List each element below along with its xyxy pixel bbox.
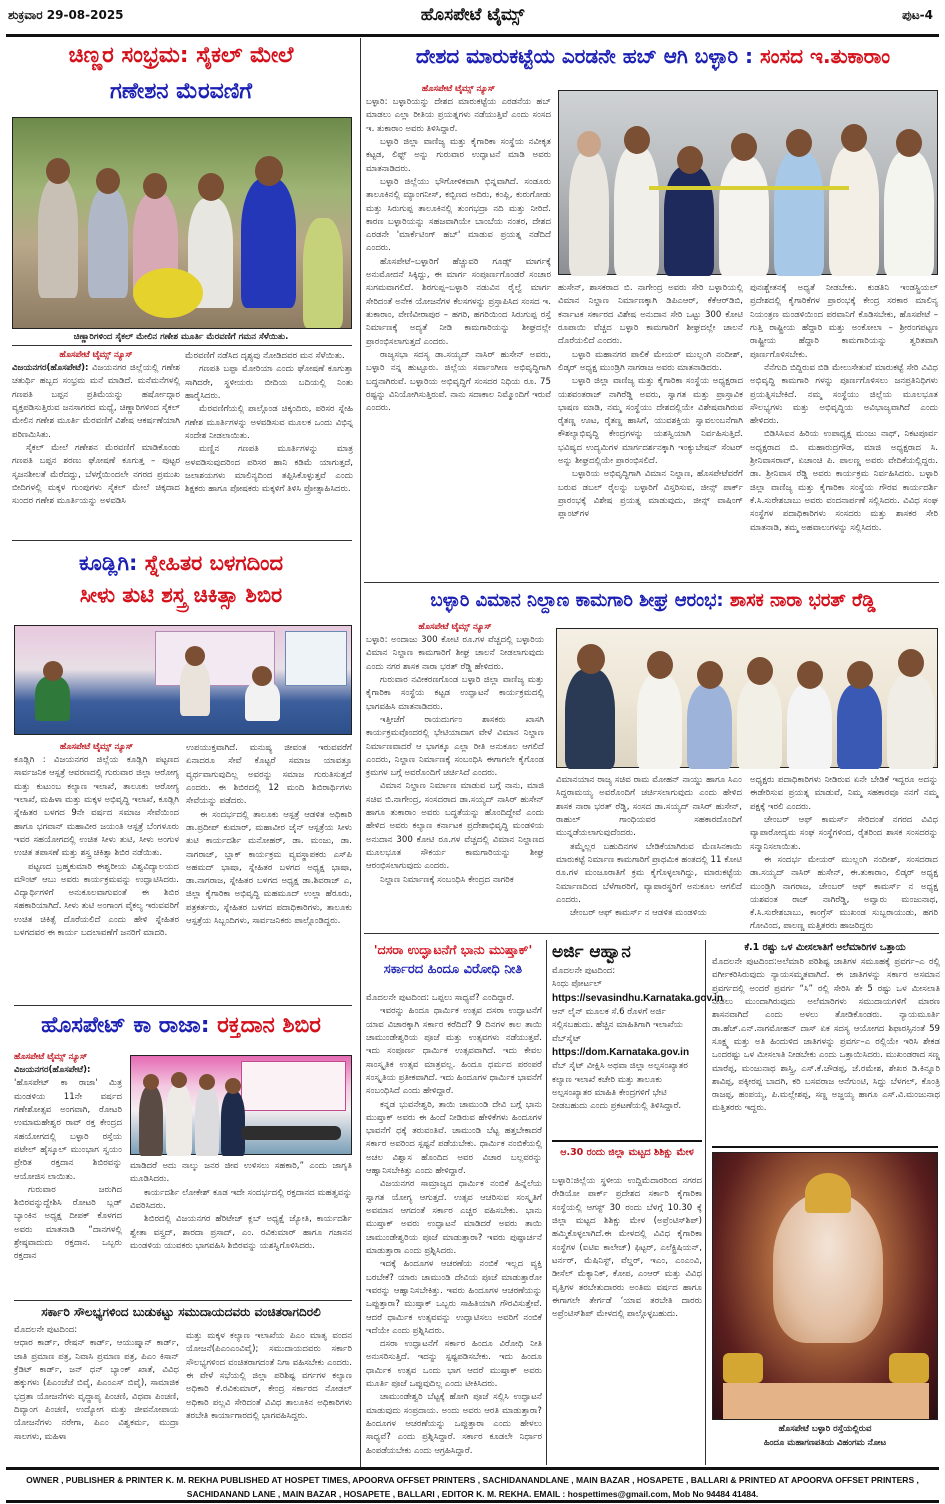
paragraph: ಚೇಂಬರ್ ಆಫ್ ಕಾಮರ್ಸ್ ನ ಆಡಳಿತ ಮಂಡಳಿಯ: [570, 908, 707, 919]
paragraph: ಕಾರ್ಯದರ್ಶಿ ಲೋಕೇಶ್ ಕೂಡ ಇದೇ ಸಂದರ್ಭದಲ್ಲಿ ರಕ್ತದಾನದ ಮಹತ್ವವನ್ನು ವಿವರಿಸಿದರು.: [130, 1187, 352, 1211]
paragraph: ನೆನೆಗುದಿ ಬಿದ್ದಿರುವ ಬಿಡಿ ಮೇಲುಸೇತುವೆ ಮಾರುಕಟ್ಟೆ ಸೇರಿ ವಿವಿಧ ಅಭಿವೃದ್ಧಿ ಕಾಮಗಾರಿ ಗಳನ್ನು ಪೂರ್ಣಗೊಳಿಸಲು ಜನಪ್ರತಿನಿಧಿಗಳು ಪ್ರಯತ್ನಿಸಬೇಕಿದೆ. ನಮ್ಮ ಸಂಸ್ಥೆಯು ಜಿಲ್ಲೆಯ ಮೂಲಭೂತ ಸೌಲಭ್ಯಗಳು ಮತ್ತು ಅಭಿವೃದ್ಧಿಯ ಅವಿಭಾಜ್ಯವಾಗಿದೆ ಎಂದು ಹೇಳಿದರು.: [750, 362, 938, 427]
article-body-col1: [14, 754, 179, 989]
paragraph: ಬಳ್ಳಾರಿ: ಬಳ್ಳಾರಿಯನ್ನು ದೇಶದ ಮಾರುಕಟ್ಟೆಯ ಎರಡನೆಯ ಹಬ್ ಮಾಡಲು ಎಲ್ಲಾ ರೀತಿಯ ಪ್ರಯತ್ನಗಳು ನಡೆಯುತ್ತಿವೆ ಎಂದು ಸಂಸದ ಇ. ತುಕಾರಾಂ ಅವರು ತಿಳಿಸಿದ್ದಾರೆ.: [366, 97, 551, 134]
banner: [241, 1061, 346, 1111]
article-body-col2: [130, 1160, 352, 1296]
headline: 'ದಸರಾ ಉದ್ಘಾಟನೆಗೆ ಭಾನು ಮುಷ್ತಾಕ್': [373, 942, 533, 957]
paragraph: ಗಣಪತಿ ಬಪ್ಪಾ ಮೋರಿಯಾ ಎಂದು ಘೋಷಣೆ ಕೂಗುತ್ತಾ ಸಾಗಿದರೇ, ಸ್ಥಳೀಯರು ಬೀದಿಯ ಬದಿಯಲ್ಲಿ ನಿಂತು ಹಾರೈಸಿದರು.: [185, 364, 353, 401]
paragraph: ಮಣ್ಣಿನ ಗಣಪತಿ ಮೂರ್ತಿಗಳನ್ನು ಮಾತ್ರ ಅಳವಡಿಸುವುದರಿಂದ ಪರಿಸರ ಹಾನಿ ಕಡಿಮೆ ಯಾಗುತ್ತದೆ, ಜಲಾಶಯಗಳು ಮಾಲಿನ್ಯದಿಂದ ತಪ್ಪಿಸಿಕೊಳ್ಳುತ್ತವೆ ಎಂದು ಶಿಕ್ಷಕರು ಹಾಗೂ ಪೋಷಕರು ಮಕ್ಕಳಿಗೆ ತಿಳಿಸಿ ಪ್ರೋತ್ಸಾಹಿಸಿದರು.: [185, 444, 353, 495]
column-divider: [360, 38, 361, 1468]
paragraph: ವಿಮಾನಯಾನ ರಾಜ್ಯ ಸಚಿವ ರಾಮ ಮೋಹನ್ ನಾಯ್ಡು ಹಾಗೂ ಸಿಎಂ ಸಿದ್ದರಾಮಯ್ಯ ಅವರೊಂದಿಗೆ ಚರ್ಚಿಸಲಾಗುವುದು ಎಂದು ಹೇಳಿದ ಶಾಸಕ ನಾರಾ ಭರತ್ ರೆಡ್ಡಿ, ಸಂಸದ ಡಾ.ಸಯ್ಯದ್ ನಾಸಿರ್ ಹುಸೇನ್, ರಾಹುಲ್ ಗಾಂಧಿಯವರ ಸಹಕಾರದೊಂದಿಗೆ ಮುನ್ನಡೆಯಲಾಗುವುದೆಂದರು.: [556, 775, 742, 839]
paragraph: ಮಾಡಿದರೆ ಅದು ನಾಲ್ಕು ಜನರ ಜೀವ ಉಳಿಸಲು ಸಹಕಾರಿ,” ಎಂದು ಜಾಗೃತಿ ಮೂಡಿಸಿದರು.: [130, 1161, 352, 1185]
paragraph: ಬಳ್ಳಾರಿಯ ಅಭಿವೃದ್ಧಿಗಾಗಿ ವಿಮಾನ ನಿಲ್ದಾಣ, ಹೊಸಪೇಟೆವರೆಗೆ ಬರುವ ಡಬಲ್ ರೈಲನ್ನು ಬಳ್ಳಾರಿಗೆ ವಿಸ್ತರಿಸುವ, ಜೀನ್ಸ್ ಪಾರ್ಕ್ ಪ್ರಾರಂಭಕ್ಕೆ ವಿಶೇಷ ಪ್ರಯತ್ನ ಮಾಡುವುದು, ಜೀನ್ಸ್ ವಾಷಿಂಗ್ ಪ್ಲಾಂಟ್‌ಗಳ: [558, 469, 743, 520]
notice-text: ಸಿಂಧು ಪೋರ್ಟಲ್: [552, 979, 602, 990]
dateline: ವಿಜಯನಗರ(ಹೊಸಪೇಟೆ):: [14, 1065, 91, 1075]
paragraph: ಚಾಮುಂಡೇಶ್ವರಿ ಬೆಟ್ಟಕ್ಕೆ ಹೋಗಿ ಪೂಜೆ ಸಲ್ಲಿಸಿ ಉದ್ಘಾಟನೆ ಮಾಡುವುದು ಸಂಪ್ರದಾಯ. ಅಂದು ಅವರು ಆರತಿ ಮಾಡುತ್ತಾರಾ? ಹಿಂದೂಗಳ ಆಚರಣೆಯನ್ನು ಒಪ್ಪುತ್ತಾರಾ ಎಂದು ಹೇಳಲು ಸಾಧ್ಯವೆ? ಎಂದು ಪ್ರಶ್ನಿಸಿದ್ದಾರೆ. ಸರ್ಕಾರ ಕೂಡಲೇ ನಿರ್ಧಾರ ಹಿಂಪಡೆಯಬೇಕು ಎಂದು ಆಗ್ರಹಿಸಿದ್ದಾರೆ.: [366, 1392, 542, 1456]
paragraph: ದಸರಾ ಉದ್ಘಾಟನೆಗೆ ಸರ್ಕಾರ ಹಿಂದೂ ವಿರೋಧಿ ನೀತಿ ಅನುಸರಿಸುತ್ತಿದೆ. ಇದನ್ನು ಸ್ಪಷ್ಟಪಡಿಸಬೇಕು. ಇದು ಹಿಂದೂ ಧಾರ್ಮಿಕ ಉತ್ಸವ ಒಂದು ಭಾಗ ಆದರೆ ಮುಷ್ತಾಕ್ ಅವರು ಮೂರ್ತಿ ಪೂಜೆ ಒಪ್ಪುವುದಿಲ್ಲ ಎಂದು ಟೀಕಿಸಿದರು.: [366, 1339, 542, 1390]
paragraph: ಮೊದಲನೇ ಪುಟದಿಂದ:ಅಲೆಮಾರಿ ಪರಿಶಿಷ್ಟ ಜಾತಿಗಳ ಸಮೂಹಕ್ಕೆ ಪ್ರವರ್ಗ–ಎ ರಲ್ಲಿ ವರ್ಗೀಕರಿಸಿರುವುದು ನ್ಯಾಯಸಮ್ಮತವಾಗಿದೆ. ಈ ಜಾತಿಗಳನ್ನು ಸರ್ಕಾರ ಅಸಮಾನ ಪ್ರವರ್ಗದಲ್ಲಿ ಅಂದರೆ ಪ್ರವರ್ಗ “ಸಿ” ರಲ್ಲಿ ಸೇರಿಸಿ ಶೇ 5 ರಷ್ಟು ಒಳ ಮೀಸಲಾತಿ ನೀಡಲು ಮುಂದಾಗಿರುವುದು ಅಲೆಮಾರಿಗಳು ಸಮುದಾಯಗಳಿಗೆ ಮಾರಣ ಶಾಸನವಾಗಿದೆ ಎಂದು ಅಳಲು ತೋಡಿಕೊಂಡರು. ನ್ಯಾಯಮೂರ್ತಿ ಡಾ.ಹೆಚ್.ಎನ್.ನಾಗಮೋಹನ್ ದಾಸ್ ಏಕ ಸದಸ್ಯ ಆಯೋಗದ ಶಿಫಾರಸ್ಸಿನಂತೆ 59 ಸೂಕ್ಷ್ಮ ಮತ್ತು ಅತಿ ಹಿಂದುಳಿದ ಜಾತಿಗಳನ್ನು ಪ್ರವರ್ಗ–ಎ ರಲ್ಲಿಯೇ ಇರಿಸಿ ಶೇಕಡ ಒಂದರಷ್ಟು ಒಳ ಮೀಸಲಾತಿ ನೀಡಬೇಕು ಎಂದು ಒತ್ತಾಯಿಸಿದರು. ಮುಖಂಡರಾದ ಸಣ್ಣ ಮಾರೆಪ್ಪ, ಮಂಜುನಾಥ ಶಾಸ್ತ್ರಿ, ಎಸ್.ಕೆ.ಚೌಡಪ್ಪ, ಜೆ.ರಮೇಶ, ಶೇಖರ ಡಿ.ಕಿನ್ನೂರಿ ಶಾವಿಪ್ಪ, ಪಕ್ಕೀರಪ್ಪ ಬಾದಗಿ, ಕರಿ ಬಸವರಾಜ ಆನೆಗುಂಟಿ, ಸಿದ್ದು ಬೆಳಗಲ್, ಕೊಂತ್ರಿ ರಾಜಪ್ಪ, ಹಂಪಯ್ಯ, ಪಿ.ಮಲ್ಲೇಶಪ್ಪ, ಸಣ್ಣ ಅಜ್ಜಯ್ಯ ಹಾಗೂ ಎಸ್.ವಿ.ಮಂಜುನಾಥ ಮತ್ತಿತರರು ಇದ್ದರು.: [712, 957, 940, 1114]
byline: ಹೊಸಪೇಟೆ ಟೈಮ್ಸ್ ನ್ಯೂಸ್: [59, 742, 134, 752]
newspaper-title: ಹೊಸಪೇಟೆ ಟೈಮ್ಸ್: [420, 5, 525, 25]
headline-part: ದೇಶದ ಮಾರುಕಟ್ಟೆಯ ಎರಡನೇ ಹಬ್ ಆಗಿ ಬಳ್ಳಾರಿ :: [415, 44, 754, 68]
paragraph: ಈ ಸಂದರ್ಭದಲ್ಲಿ ತಾಲೂಕು ಆಸ್ಪತ್ರೆ ಆಡಳಿತ ಅಧಿಕಾರಿ ಡಾ.ಪ್ರದೀಪ್ ಕುಮಾರ್, ಮಹಾವೀರ ಜೈನ್ ಆಸ್ಪತ್ರೆಯ ಸೀಳು ತುಟಿ ಕಾರ್ಯದರ್ಶಿ ಮನೋಹರ್, ಡಾ. ಮಂಜು, ಡಾ. ನಾಗರಾಜ್, ಬ್ಲಾಕ್ ಕಾರ್ಯಕ್ರಮ ವ್ಯವಸ್ಥಾಪಕರು ಎಸ್‌ಪಿ ಅಹಮದ್ ಭಾಷಾ, ಸ್ನೇಹಿತರ ಬಳಗದ ಅಧ್ಯಕ್ಷ ಭಾಷಾ, ಡಾ.ನಾಗರಾಜ, ಸ್ನೇಹಿತರ ಬಳಗದ ಅಧ್ಯಕ್ಷ ಡಾ.ಶಿವರಾಜ್ ಎ, ಜಿಲ್ಲಾ ಕೈಗಾರಿಕಾ ಅಭಿವೃದ್ಧಿ ಮಹಮೂದ್ ಉಲ್ಲಾ ಹೆರೂರು, ಪತ್ರಕರ್ತರು, ಸ್ನೇಹಿತರ ಬಳಗದ ಪದಾಧಿಕಾರಿಗಳು, ತಾಲೂಕು ಆಸ್ಪತ್ರೆಯ ಸಿಬ್ಬಂದಿಗಳು, ಸಾರ್ವಜನಿಕರು ಪಾಲ್ಗೊಂಡಿದ್ದರು.: [186, 809, 352, 927]
paragraph: ಬಳ್ಳಾರಿ: ಅಂದಾಜು 300 ಕೋಟಿ ರೂ.ಗಳ ವೆಚ್ಚದಲ್ಲಿ ಬಳ್ಳಾರಿಯ ವಿಮಾನ ನಿಲ್ದಾಣ ಕಾಮಗಾರಿಗೆ ಶೀಘ್ರ ಚಾಲನೆ ನೀಡಲಾಗುವುದು ಎಂದು ನಗರ ಶಾಸಕ ನಾರಾ ಭರತ್ ರೆಡ್ಡಿ ಹೇಳಿದರು.: [366, 635, 544, 672]
headline: ಕೆ.1 ರಷ್ಟು ಒಳ ಮೀಸಲಾತಿಗೆ ಅಲೆಮಾರಿಗಳ ಒತ್ತಾಯ: [744, 942, 906, 953]
article-body-col1: [366, 96, 551, 576]
notice-body: [552, 965, 723, 1130]
photo-caption: ಚಿಣ್ಣಾರಿಗಳಿಂದ ಸೈಕಲ್ ಮೇಲಿನ ಗಣೇಶ ಮೂರ್ತಿ ಮೆರವಣಿಗೆ ಗಮನ ಸೆಳೆಯಿತು.: [73, 332, 289, 342]
column-divider: [705, 940, 706, 1465]
pedestal: [723, 1383, 929, 1419]
article-body: [366, 992, 542, 1462]
paragraph: ಶಿಬಿರದಲ್ಲಿ ವಿಜಯನಗರ ಹೆರಿಟೇಜ್ ಕ್ಲಬ್ ಅಧ್ಯಕ್ಷೆ ಜ್ಯೋತಿ, ಕಾರ್ಯದರ್ಶಿ ಶ್ವೇತಾ ವಸ್ತ್ರದ್, ಶಾರದಾ ಪ್ರಸಾದ್, ಎಂ. ರವಿಕುಮಾರ್ ಹಾಗೂ ಗಜಾನನ ಮಂಡಳಿಯ ಯುವಕರು ಭಾಗವಹಿಸಿ ಶಿಬಿರವನ್ನು ಯಶಸ್ವಿಗೊಳಿಸಿದರು.: [130, 1214, 352, 1251]
paragraph: ಚೇಂಬರ್ ಆಫ್ ಕಾಮರ್ಸ್ ಸೇರಿದಂತೆ ನಗರದ ವಿವಿಧ ವ್ಯಾಪಾರೋದ್ಯಮ ಸಂಘ ಸಂಸ್ಥೆಗಳಿಂದ, ರೈತರಿಂದ ಶಾಸಕ ಸಂಸದರನ್ನು ಸನ್ಮಾನಿಸಲಾಯಿತು.: [750, 814, 938, 852]
dateline: ವಿಜಯನಗರ(ಹೊಸಪೇಟೆ):: [12, 363, 89, 373]
article-body-col2: [185, 350, 353, 532]
article-body-col2: [558, 282, 743, 576]
headline: ಸರ್ಕಾರಿ ಸೌಲಭ್ಯಗಳಿಂದ ಬುಡುಕಟ್ಟು ಸಮುದಾಯದವರು ವಂಚಿತರಾಗದಿರಲಿ: [41, 1305, 321, 1319]
banner: [285, 631, 347, 686]
paragraph: ನಿಲ್ದಾಣ ನಿರ್ಮಾಣಕ್ಕೆ ಸಂಬಂಧಿಸಿ ಕೇಂದ್ರದ ನಾಗರಿಕ: [380, 874, 514, 885]
notice-text: ವೆಬ್ ಸೈಟ್ ವೀಕ್ಷಿಸಿ ಅಥವಾ ಜಿಲ್ಲಾ ಅಲ್ಪಸಂಖ್ಯಾತರ ಕಲ್ಯಾಣ ಇಲಾಖೆ ಕಚೇರಿ ಮತ್ತು ತಾಲೂಕು ಅಲ್ಪಸಂಖ್ಯಾತರ ಮಾಹಿತಿ ಕೇಂದ್ರಗಳಿಗೆ ಭೇಟಿ ನೀಡಬಹುದು ಎಂದು ಪ್ರಕಟಣೆಯಲ್ಲಿ ತಿಳಿಸಿದ್ದಾರೆ.: [552, 1061, 688, 1112]
page-number: ಪುಟ-4: [902, 8, 933, 22]
headline: [364, 44, 942, 69]
mahaganapati-photo: [712, 1152, 938, 1420]
headline-sub: ಗಣೇಶನ ಮೆರವಣಿಗೆ: [109, 79, 253, 104]
divider: [552, 1140, 702, 1142]
paragraph: ವಿಜಯನಗರ ಸಾಮ್ರಾಜ್ಯದ ಧಾರ್ಮಿಕ ನಂಬಿಕೆ ಹಿನ್ನೆಲೆಯ ಸ್ವಾಗತ ಯೋಗ್ಯ ಆಗುತ್ತದೆ. ಉತ್ಸವ ಆಚರಿಸುವ ಸಂಸ್ಕೃತಿಗೆ ಅವಮಾನ ಆಗದಂತೆ ಸರ್ಕಾರ ಎಚ್ಚರ ವಹಿಸಬೇಕು. ಭಾನು ಮುಷ್ತಾಕ್ ಅವರು ಉದ್ಘಾಟನೆ ಮಾಡಿದರೆ ಅವರು ತಾಯಿ ಚಾಮುಂಡೇಶ್ವರಿಯ ಪೂಜೆ ಮಾಡುತ್ತಾರಾ? ಇವರು ಪುಷ್ಪಾರ್ಚನೆ ಮಾಡುತ್ತಾರಾ ಎಂದು ಪ್ರಶ್ನಿಸಿದರು.: [366, 1179, 542, 1256]
paragraph: ಮೊದಲನೇ ಪುಟದಿಂದ: ಒಪ್ಪಲು ಸಾಧ್ಯವೆ? ಎಂದಿದ್ದಾರೆ.: [366, 993, 515, 1003]
blood-donation-photo: [130, 1055, 352, 1155]
paragraph: 'ಹೊಸಪೇಟ್ ಕಾ ರಾಜಾ' ಮಿತ್ರ ಮಂಡಳಿಯ 11ನೇ ವರ್ಷದ ಗಣೇಶೋತ್ಸವ ಅಂಗವಾಗಿ, ರೋಟರಿ ಉಮಾಮಹೇಶ್ವರ ರಾವ್ ರಕ್ತ ಕೇಂದ್ರದ ಸಹಯೋಗದಲ್ಲಿ ಬಳ್ಳಾರಿ ರಸ್ತೆಯ ಪಟೇಲ್ ಹೈಸ್ಕೂಲ್ ಮುಂಭಾಗ ಸ್ವಯಂ ಪ್ರೇರಿತ ರಕ್ತದಾನ ಶಿಬಿರವನ್ನು ಆಯೋಜಿಸ ಲಾಯಿತು.: [14, 1078, 122, 1182]
divider: [14, 1300, 352, 1301]
donor-on-cot: [241, 1126, 341, 1140]
divider: [364, 933, 939, 934]
issue-date: ಶುಕ್ರವಾರ 29-08-2025: [8, 8, 124, 22]
paragraph: ಆಧಾರ ಕಾರ್ಡ್, ರೇಷನ್ ಕಾರ್ಡ್, ಆಯುಷ್ಮಾನ್ ಕಾರ್ಡ್, ಜಾತಿ ಪ್ರಮಾಣ ಪತ್ರ, ನಿವಾಸಿ ಪ್ರಮಾಣ ಪತ್ರ, ಪಿಎಂ ಕಿಸಾನ್ ಕ್ರೆಡಿಟ್ ಕಾರ್ಡ್, ಜನ್ ಧನ್ ಬ್ಯಾಂಕ್ ಖಾತೆ, ವಿವಿಧ ಹಕ್ಕುಗಳು (ಪಿಎಂಜೆಜೆ ಬಿವೈ, ಪಿಎಂಎಸ್ ಬಿವೈ), ಸಾಮಾಜಿಕ ಭದ್ರತಾ ಯೋಜನೆಗಳು ವೃದ್ಧಾಪ್ಯ ಪಿಂಚಣಿ, ವಿಧವಾ ಪಿಂಚಣಿ, ದಿವ್ಯಾಂಗ ಪಿಂಚಣಿ, ಉದ್ಯೋಗ ಮತ್ತು ಜೀವನೋಪಾಯ ಯೋಜನೆಗಳು ನರೇಗಾ, ಪಿಎಂ ವಿಶ್ವಕರ್ಮ, ಮುದ್ರಾ ಸಾಲಗಳು, ಮಹಿಳಾ: [14, 1338, 179, 1442]
headline-part: ಹೊಸಪೇಟ್ ಕಾ ರಾಜಾ:: [41, 1013, 210, 1038]
inauguration-photo: [558, 90, 938, 275]
paragraph: ಮೆರವಣಿಗೆ ನಡೆಸಿದ ದೃಶ್ಯವು ನೋಡಿದವರ ಮನ ಸೆಳೆಯಿತು.: [185, 351, 345, 361]
sevasindhu-link[interactable]: https://sevasindhu.Karnataka.gov.in: [552, 992, 723, 1004]
masthead: [0, 0, 945, 34]
paragraph: ಮೆರವಣಿಗೆಯಲ್ಲಿ ಪಾಲ್ಗೊಂಡ ಚಿಕ್ಕಂದಿರು, ಪರಿಸರ ಸ್ನೇಹಿ ಗಣೇಶ ಮೂರ್ತಿಗಳನ್ನು ಅಳವಡಿಸುವ ಮೂಲಕ ಒಂದು ವಿಭಿನ್ನ ಸಂದೇಶ ನೀಡಲಾಯಿತು.: [185, 404, 353, 441]
paragraph: ಇದಕ್ಕೆ ಹಿಂದೂಗಳ ಆಚರಣೆಯ ನಂಬಿಕೆ ಇಲ್ಲದ ವ್ಯಕ್ತಿ ಬರಬೇಕೆ? ಯಾರು ಚಾಮುಂಡಿ ದೇವಿಯ ಪೂಜೆ ಮಾಡುತ್ತಾರೋ ಇವರನ್ನು ಆಹ್ವಾನಿಸಬೇಕಿತ್ತು. ಇವರು ಹಿಂದೂಗಳ ಆಚರಣೆಯನ್ನು ಒಪ್ಪುತ್ತಾರಾ? ಮುಷ್ತಾಕ್ ಒಬ್ಬರು ಸಾಹಿತಿಯಾಗಿ ಗೌರವಿಸುತ್ತೇವೆ. ಆದರೆ ಧಾರ್ಮಿಕ ಉತ್ಸವವನ್ನು ಉದ್ಘಾಟಿಸಲು ಅವರಿಗೆ ನಂಬಿಕೆ ಇದೆಯೇ ಎಂದು ಪ್ರಶ್ನಿಸಿದರು.: [366, 1259, 542, 1336]
ribbon: [649, 186, 849, 190]
paragraph: ವಿಮಾನ ನಿಲ್ದಾಣ ನಿರ್ಮಾಣ ಮಾಡುವ ಬಗ್ಗೆ ನಾನು, ಮಾಜಿ ಸಚಿವ ಬಿ.ನಾಗೇಂದ್ರ, ಸಂಸದರಾದ ಡಾ.ಸಯ್ಯದ್ ನಾಸಿರ್ ಹುಸೇನ್ ಹಾಗೂ ತುಕಾರಾಂ ಅವರು ಬದ್ಧತೆಯನ್ನು ಹೊಂದಿದ್ದೇವೆ ಎಂದು ಹೇಳಿದ ಅವರು ಕಲ್ಯಾಣ ಕರ್ನಾಟಕ ಪ್ರದೇಶಾಭಿವೃದ್ಧಿ ಮಂಡಳಿಯ ಅನುದಾನ 300 ಕೋಟಿ ರೂ.ಗಳ ವೆಚ್ಚದಲ್ಲಿ ವಿಮಾನ ನಿಲ್ದಾಣದ ಮೂಲಭೂತ ಸೌಕರ್ಯ ಕಾಮಗಾರಿಯನ್ನು ಶೀಘ್ರ ಆರಂಭಿಸಲಾಗುವುದು ಎಂದರು.: [366, 781, 544, 872]
byline: ಹೊಸಪೇಟೆ ಟೈಮ್ಸ್ ನ್ಯೂಸ್: [14, 1052, 88, 1062]
felicitation-photo: [556, 628, 938, 768]
headline: [6, 550, 356, 576]
paragraph: ಕೂಡ್ಲಿಗಿ : ವಿಜಯನಗರ ಜಿಲ್ಲೆಯ ಕೂಡ್ಲಿಗಿ ಪಟ್ಟಣದ ಸಾರ್ವಜನಿಕ ಆಸ್ಪತ್ರೆ ಆವರಣದಲ್ಲಿ ಗುರುವಾರ ಜಿಲ್ಲಾ ಆರೋಗ್ಯ ಮತ್ತು ಕುಟುಂಬ ಕಲ್ಯಾಣ ಇಲಾಖೆ, ತಾಲೂಕು ಆರೋಗ್ಯ ಇಲಾಖೆ, ಮಹಿಳಾ ಮತ್ತು ಮಕ್ಕಳ ಅಭಿವೃದ್ಧಿ ಇಲಾಖೆ, ಕೂಡ್ಲಿಗಿ ಸ್ನೇಹಿತರ ಬಳಗದ 9ನೇ ವರ್ಷದ ಸಮಾಜ ಸೇವೆಯಿಂದ ಹಾಗೂ ಭಗವಾನ್ ಮಹಾವೀರ ಜಯಂತಿ ಆಸ್ಪತ್ರೆ ಬೆಂಗಳೂರು ಇವರ ಸಹಯೋಗದಲ್ಲಿ ಉಚಿತ ಸೀಳು ತುಟಿ, ಸೀಳು ಅಂಗುಳ ಉಚಿತ ತಪಾಸಣೆ ಮತ್ತು ಶಸ್ತ್ರ ಚಿಕಿತ್ಸಾ ಶಿಬಿರ ನಡೆಯಿತು.: [14, 755, 179, 859]
paragraph: ಬಳ್ಳಾರಿ ಮಹಾನಗರ ಪಾಲಿಕೆ ಮೇಯರ್ ಮುಲ್ಲಂಗಿ ನಂದೀಶ್, ಲಿಡ್ಕರ್ ಅಧ್ಯಕ್ಷ ಮುಂಡ್ರಿಗಿ ನಾಗರಾಜ ಅವರು ಮಾತನಾಡಿದರು.: [558, 349, 743, 373]
headline-part: ಬಳ್ಳಾರಿ ವಿಮಾನ ನಿಲ್ದಾಣ ಕಾಮಗಾರಿ ಶೀಘ್ರ ಆರಂಭ:: [430, 590, 724, 611]
paragraph: ಬಳ್ಳಾರಿ ಜಿಲ್ಲಾ ವಾಣಿಜ್ಯ ಮತ್ತು ಕೈಗಾರಿಕಾ ಸಂಸ್ಥೆಯ ನವೀಕೃತ ಕಟ್ಟಡ, ಲಿಫ್ಟ್ ಅನ್ನು ಗುರುವಾರ ಉದ್ಘಾಟನೆ ಮಾಡಿ ಅವರು ಮಾತನಾಡಿದರು.: [366, 136, 551, 174]
paragraph: ಗುರುವಾರ ಜರುಗಿದ ಶಿಬಿರವನ್ನುದ್ದೇಶಿಸಿ ರೋಟರಿ ಬ್ಲಡ್ ಬ್ಯಾಂಕಿನ ಅಧ್ಯಕ್ಷ ದೀಪಕ್ ಕೊಳಗದ ಅವರು ಮಾತನಾಡಿ “ದಾನಗಳಲ್ಲಿ ಶ್ರೇಷ್ಠವಾದುದು ರಕ್ತದಾನ. ಒಬ್ಬರು ರಕ್ತದಾನ: [14, 1184, 122, 1262]
paragraph: ಬಳ್ಳಾರಿ ಜಿಲ್ಲೆಯು ಭೌಗೋಳಿಕವಾಗಿ ಭಿನ್ನವಾಗಿದೆ. ಸಂಡೂರು ತಾಲೂಕಿನಲ್ಲಿ ಮ್ಯಾಂಗನೀಸ್, ಕಬ್ಬಿಣದ ಅದಿರು, ಕಂಪ್ಲಿ, ಕುರುಗೋಡು ಮತ್ತು ಸಿರುಗುಪ್ಪ ತಾಲೂಕಿನಲ್ಲಿ ತುಂಗಭದ್ರಾ ನದಿ ಮತ್ತು ನೀರಿದೆ. ಕಾರಣ ಬಳ್ಳಾರಿಯನ್ನು ಸಹಜವಾಗಿಯೇ ಬಾಂಬೆಯ ನಂತರ, ದೇಶದ ಎರಡನೇ 'ಮಾರ್ಕೆಟಿಂಗ್ ಹಬ್' ಮಾಡುವ ಪ್ರಯತ್ನ ನಡೆದಿದೆ ಎಂದರು.: [366, 176, 551, 254]
paragraph: ಪಟ್ಟಣದ ಬ್ರಹ್ಮಕುಮಾರಿ ಈಶ್ವರೀಯ ವಿಶ್ವವಿದ್ಯಾಲಯದ ಮೌಂಟ್ ಆಬು ಅವರು ಕಾರ್ಯಕ್ರಮವನ್ನು ಉದ್ಘಾಟಿಸಿದರು. ವಿದ್ಯಾರ್ಥಿಗಳಿಗೆ ಅನುಕೂಲವಾಗುವಂತೆ ಈ ಶಿಬಿರ ಸಹಕಾರಿಯಾಗಿದೆ. ಸೀಳು ತುಟಿ ಅಂಗಾಂಗ ವೈಕಲ್ಯ ಇರುವವರಿಗೆ ಉಚಿತ ಚಿಕಿತ್ಸೆ ದೊರೆಯಲಿದೆ ಎಂದು ಹೇಳಿ ಸ್ನೇಹಿತರ ಬಳಗದವರ ಈ ಕಾರ್ಯ ಬದಲಾವಣೆಗೆ ಜನರಿಗೆ ಮಾದರಿ.: [14, 861, 179, 939]
notice-title: ಅರ್ಜಿ ಆಹ್ವಾನ: [552, 942, 631, 962]
paragraph: ಇತ್ತೀಚೆಗೆ ರಾಯದುರ್ಗಂ ಶಾಸಕರು ಖಾಸಗಿ ಕಾರ್ಯಕ್ರಮವೊಂದರಲ್ಲಿ ಭೇಟಿಯಾದಾಗ ವೇಳೆ ವಿಮಾನ ನಿಲ್ದಾಣ ನಿರ್ಮಾಣವಾದರೆ ಆ ಭಾಗಕ್ಕೂ ಎಲ್ಲಾ ರೀತಿ ಅನುಕೂಲ ಆಗಲಿದೆ ಎಂದರು, ನಿಲ್ದಾಣ ನಿರ್ಮಾಣಕ್ಕೆ ಸಂಬಂಧಿಸಿ ಈಗಾಗಲೇ ಕೈಗೊಂಡ ಕ್ರಮಗಳ ಬಗ್ಗೆ ಅವರೊಂದಿಗೆ ಚರ್ಚಿಸಿದೆ ಎಂದರು.: [366, 714, 544, 779]
imprint-line-1: OWNER , PUBLISHER & PRINTER K. M. REKHA PUBLISHED AT HOSPET TIMES, APOORVA OFFSET PRINTERS , SACHIDANANDLANE , MAIN BAZAR , HOSAPETE , BALLARI & PRINTED AT APOORVA OFFSET PRINTERS ,: [26, 1475, 919, 1485]
paragraph: ಮತ್ತು ಮಕ್ಕಳ ಕಲ್ಯಾಣ ಇಲಾಖೆಯ ಪಿಎಂ ಮಾತೃ ವಂದನ ಯೋಜನೆ(ಪಿಎಂಎಂವಿವೈ); ಸಮುದಾಯದವರು ಸರ್ಕಾರಿ ಸೌಲಭ್ಯಗಳಿಂದ ವಂಚಿತರಾಗದಂತೆ ನಿಗಾ ವಹಿಸಬೇಕು ಎಂದರು. ಈ ವೇಳೆ ಸಭೆಯಲ್ಲಿ ಜಿಲ್ಲಾ ಪರಿಶಿಷ್ಟ ವರ್ಗಗಳ ಕಲ್ಯಾಣ ಅಧಿಕಾರಿ ಕೆ.ರವಿಕುಮಾರ್, ಕೇಂದ್ರ ಸರ್ಕಾರದ ನೋಡಲ್ ಅಧಿಕಾರಿ ಪಲ್ಲವಿ ಸೇರಿದಂತೆ ವಿವಿಧ ತಾಲೂಕಿನ ಅಧಿಕಾರಿಗಳು ತರಬೇತಿ ಕಾರ್ಯಾಗಾರದಲ್ಲಿ ಭಾಗವಹಿಸಿದ್ದರು.: [186, 1331, 352, 1421]
paragraph: ಕನ್ನಡ ಭುವನೇಶ್ವರಿ, ತಾಯಿ ಚಾಮುಂಡಿ ದೇವಿ ಬಗ್ಗೆ ಭಾನು ಮುಷ್ತಾಕ್ ಅವರು ಈ ಹಿಂದೆ ನೀಡಿರುವ ಹೇಳಿಕೆಗಳು ಹಿಂದೂಗಳ ಭಾವನೆಗೆ ಧಕ್ಕೆ ತರುವಂತಿವೆ. ಚಾಮುಂಡಿ ಬೆಟ್ಟ ಹತ್ತಬೇಕಾದರೆ ಸರ್ಕಾರ ಅವರಿಂದ ಸ್ಪಷ್ಟನೆ ಪಡೆಯಬೇಕು. ಧಾರ್ಮಿಕ ನಂಬಿಕೆಯಲ್ಲಿ ಅಚಲ ವಿಶ್ವಾಸ ಹೊಂದಿದ ಅವರ ವಿಚಾರ ಬಲ್ಲವರನ್ನು ಆಹ್ವಾನಿಸಬೇಕಿತ್ತು ಎಂದು ಹೇಳಿದ್ದಾರೆ.: [366, 1099, 542, 1177]
article-body-col1: [12, 362, 180, 532]
headline: [364, 590, 942, 613]
article-body-col2: [186, 742, 352, 989]
paragraph: ಈ ಸಂದರ್ಭ ಮೇಯರ್ ಮುಲ್ಲಂಗಿ ನಂದೀಶ್, ಸಂಸದರಾದ ಡಾ.ಸಯ್ಯದ್ ನಾಸಿರ್ ಹುಸೇನ್, ಈ.ತುಕಾರಾಂ, ಲಿಡ್ಕರ್ ಅಧ್ಯಕ್ಷ ಮುಂಡ್ರಿಗಿ ನಾಗರಾಜ, ಚೇಂಬರ್ ಆಫ್ ಕಾಮರ್ಸ್ ನ ಅಧ್ಯಕ್ಷ ಯಶವಂತ ರಾಜ್ ನಾಗಿರೆಡ್ಡಿ, ಅವ್ವಾರು ಮಂಜುನಾಥ, ಕೆ.ಸಿ.ಸುರೇಶಬಾಬು, ಕಾಂಗ್ರೆಸ್ ಮುಖಂಡ ಸುಬ್ಬರಾಯುಡು, ಹಗರಿ ಗೋವಿಂದ, ಪಾಲಣ್ಣ ಮತ್ತಿತರರು ಹಾಜರಿದ್ದರು: [750, 854, 938, 932]
article-body-col1: [14, 1064, 122, 1296]
paragraph: ಗುರುವಾರ ನವೀಕರಣಗೊಂಡ ಬಳ್ಳಾರಿ ಜಿಲ್ಲಾ ವಾಣಿಜ್ಯ ಮತ್ತು ಕೈಗಾರಿಕಾ ಸಂಸ್ಥೆಯ ಕಟ್ಟಡ ಉದ್ಘಾಟನೆ ಕಾರ್ಯಕ್ರಮದಲ್ಲಿ ಭಾಗವಹಿಸಿ ಮಾತನಾಡಿದರು.: [366, 674, 544, 712]
dom-karnataka-link[interactable]: https://dom.Karnataka.gov.in: [552, 1046, 690, 1058]
divider: [364, 582, 939, 583]
headline-part: ಸಂಸದ ಇ.ತುಕಾರಾಂ: [760, 44, 891, 68]
paragraph: ವಿಜಯನಗರ ಜಿಲ್ಲೆಯಲ್ಲಿ ಗಣೇಶ ಚತುರ್ಥಿ ಹಬ್ಬದ ಸಂಭ್ರಮ ಮನೆ ಮಾಡಿದೆ. ಮನೆಮನೆಗಳಲ್ಲಿ ಗಣಪತಿ ಬಪ್ಪನ ಪ್ರತಿಮೆಯನ್ನು ಹರ್ಷೋದ್ಗಾರ ವ್ಯಕ್ತಪಡಿಸುತ್ತಿರುವ ಜನಸಾಗರದ ಮಧ್ಯೆ, ಚಿಣ್ಣಾರಿಗಳಿಂದ ಸೈಕಲ್ ಮೇಲಿನ ಗಣೇಶ ಮೂರ್ತಿ ಮೆರವಣಿಗೆ ವಿಶೇಷ ಆಕರ್ಷಣೆಯಾಗಿ ಪರಿಣಮಿಸಿತು.: [12, 363, 181, 440]
masthead-rule: [6, 34, 939, 37]
photo-caption-line2: ಹಿಂದೂ ಮಹಾಗಣಪತಿಯ ವಿಹಂಗಮ ನೋಟ: [763, 1438, 887, 1448]
paragraph: ಪುನಃಶ್ಚೇತನಕ್ಕೆ ಅಧ್ಯತೆ ನೀಡಬೇಕು. ಕುಡತಿನಿ ಇಂಡಸ್ಟ್ರಿಯಲ್ ಪ್ರದೇಶದಲ್ಲಿ ಕೈಗಾರಿಕೆಗಳ ಪ್ರಾರಂಭಕ್ಕೆ ಕೇಂದ್ರ ಸರಕಾರ ಮಾಲಿನ್ಯ ನಿಯಂತ್ರಣ ಮಂಡಳಿಯಿಂದ ಪರವಾನಿಗೆ ಕೊಡಿಸಬೇಕು, ಹೊಸಪೇಟೆ – ಗುತ್ತಿ ರಾಷ್ಟ್ರೀಯ ಹೆದ್ದಾರಿ ಮತ್ತು ಅಂಕೋಲಾ – ಶ್ರೀರಂಗಪಟ್ಟಣ ರಾಷ್ಟ್ರೀಯ ಹೆದ್ದಾರಿ ಕಾಮಗಾರಿಯನ್ನು ತ್ವರಿತವಾಗಿ ಪೂರ್ಣಗೊಳಿಸಬೇಕು.: [750, 283, 938, 360]
children-cycle-photo: [12, 117, 352, 329]
lamp: [723, 1353, 763, 1383]
paragraph: ಉಪಯುಕ್ತವಾಗಿದೆ. ಮನುಷ್ಯ ಜೀವಂತ ಇರುವವರೆಗೆ ಏನಾದರೂ ಸೇವೆ ಕೊಟ್ಟರೆ ಸಮಾಜ ಯಾವತ್ತೂ ವ್ಯರ್ಥವಾಗುವುದಿಲ್ಲ ಅವರನ್ನು ಸಮಾಜ ಗುರುತಿಸುತ್ತದೆ ಎಂದರು. ಈ ಶಿಬಿರದಲ್ಲಿ 12 ಮಂದಿ ಶಿಬಿರಾರ್ಥಿಗಳು ಸೇವೆಯನ್ನು ಪಡೆದರು.: [186, 743, 352, 807]
paragraph: ಹುಸೇನ್, ಶಾಸಕರಾದ ಬಿ. ನಾಗೇಂದ್ರ ಅವರು ಸೇರಿ ಬಳ್ಳಾರಿಯಲ್ಲಿ ವಿಮಾನ ನಿಲ್ದಾಣ ನಿರ್ಮಾಣಕ್ಕಾಗಿ ಡಿಪಿಎಆರ್, ಕೆಕೆಆರ್‌ಡಿಬಿ, ಕರ್ನಾಟಕ ಸರ್ಕಾರದ ವಿಶೇಷ ಅನುದಾನ ಸೇರಿ ಒಟ್ಟು 300 ಕೋಟಿ ರೂಪಾಯಿ ವೆಚ್ಚದ ಬಳ್ಳಾರಿ ಕಾಮಗಾರಿಗೆ ಶೀಘ್ರದಲ್ಲೇ ಚಾಲನೆ ದೊರೆಯಲಿದೆ ಎಂದರು.: [558, 283, 743, 347]
byline: ಹೊಸಪೇಟೆ ಟೈಮ್ಸ್ ನ್ಯೂಸ್: [421, 84, 496, 94]
article-body: [552, 1175, 702, 1460]
paragraph: ಬಿಡಿಸಿಸಿಐನ ಹಿರಿಯ ಉಪಾಧ್ಯಕ್ಷ ಮಂಜು ನಾಥ್, ನಿಕಟಪೂರ್ವ ಅಧ್ಯಕ್ಷರಾದ ಬಿ. ಮಹಾರುದ್ರಗೌಡ, ಮಾಜಿ ಅಧ್ಯಕ್ಷರಾದ ಸಿ. ಶ್ರೀನಿವಾಸರಾವ್, ಏಚಾಂಚಿ ಪಿ. ಪಾಲಣ್ಣ ಅವರು ವೇದಿಕೆಯಲ್ಲಿದ್ದರು. ಡಾ. ಶ್ರೀನಿವಾಸ ರೆಡ್ಡಿ ಅವರು ಕಾರ್ಯಕ್ರಮ ನಿರ್ವಹಿಸಿದರು. ಬಳ್ಳಾರಿ ಜಿಲ್ಲಾ ವಾಣಿಜ್ಯ ಮತ್ತು ಕೈಗಾರಿಕಾ ಸಂಸ್ಥೆಯ ಗೌರವ ಕಾರ್ಯದರ್ಶಿ ಕೆ.ಸಿ.ಸುರೇಶಬಾಬು ಅವರು ವಂದನಾರ್ಪಣೆ ಸಲ್ಲಿಸಿದರು. ವಿವಿಧ ಸಂಘ ಸಂಸ್ಥೆಗಳ ಪದಾಧಿಕಾರಿಗಳು ಸಂಸದರು ಮತ್ತು ಶಾಸಕರ ಸೇರಿ ಮಾತನಾಡಿ, ತಮ್ಮ ಅಹವಾಲುಗಳನ್ನು ಸಲ್ಲಿಸಿದರು.: [750, 429, 938, 533]
paragraph: ಸೈಕಲ್ ಮೇಲೆ ಗಣೇಶನ ಮೆರವಣಿಗೆ ಮಾಡಿಕೊಂಡು ಗಣಪತಿ ಬಪ್ಪನ ಶರಣು ಘೋಷಣೆ ಕೂಗುತ್ತ – ಪುಟ್ಟರ ಸೃಜನಶೀಲತೆ ಮೆರೆದದ್ದು, ಬೆಳಗ್ಗೆಯಿಂದಲೇ ನಗರದ ಪ್ರಮುಖ ಬೀದಿಗಳಲ್ಲಿ ಮಕ್ಕಳ ಗುಂಪುಗಳು ಸೈಕಲ್ ಮೇಲೆ ಚಿಕ್ಕದಾದ ಸುಂದರ ಗಣೇಶ ಮೂರ್ತಿಯನ್ನು ಅಳವಡಿಸಿ: [12, 442, 180, 507]
headline-sub: ಸರ್ಕಾರದ ಹಿಂದೂ ವಿರೋಧಿ ನೀತಿ: [383, 962, 523, 977]
ganesha-idol: [773, 1193, 883, 1343]
paragraph: ತಮ್ಮೆಲ್ಲರ ಬಹುದಿನಗಳ ಬೇಡಿಕೆಯಾಗಿರುವ ಮೆಣಸಿನಕಾಯಿ ಮಾರುಕಟ್ಟೆ ನಿರ್ಮಾಣ ಕಾಮಗಾರಿಗೆ ಪ್ರಾಥಮಿಕ ಹಂತದಲ್ಲಿ 11 ಕೋಟಿ ರೂ.ಗಳ ಮಂಜೂರಾತಿಗೆ ಕ್ರಮ ಕೈಗೊಳ್ಳಲಾಗಿದ್ದು, ಮಾರುಕಟ್ಟೆಯ ನಿರ್ಮಾಣದಿಂದ ಬೆಳೆಗಾರರಿಗೆ, ವ್ಯಾಪಾರಸ್ಥರಿಗೆ ಅನುಕೂಲ ಆಗಲಿದೆ ಎಂದರು.: [556, 841, 742, 905]
imprint-footer: [0, 1474, 945, 1501]
footer-rule-top: [6, 1467, 939, 1470]
lamp: [889, 1353, 929, 1383]
notice-text: ಆನ್ ಲೈನ್ ಮೂಲಕ ಸೆ.6 ರೊಳಗೆ ಅರ್ಜಿ ಸಲ್ಲಿಸಬಹುದು. ಹೆಚ್ಚಿನ ಮಾಹಿತಿಗಾಗಿ ಇಲಾಖೆಯ ವೆಬ್‌ಸೈಟ್: [552, 1006, 683, 1044]
footer-rule-bottom: [6, 1500, 939, 1503]
article-body-col2: [186, 1330, 352, 1464]
headline-part: ರಕ್ತದಾನ ಶಿಬಿರ: [217, 1013, 321, 1038]
column-divider: [546, 940, 547, 1465]
paragraph: ಬಳ್ಳಾರಿ:ಜಿಲ್ಲೆಯ ಸ್ಥಳೀಯ ಉದ್ದಿಮೆದಾರರಿಂದ ನಗರದ ರೇಡಿಯೋ ಪಾರ್ಕ್ ಪ್ರದೇಶದ ಸರ್ಕಾರಿ ಕೈಗಾರಿಕಾ ಸಂಸ್ಥೆಯಲ್ಲಿ ಆಗಸ್ಟ್ 30 ರಂದು ಬೆಳಗ್ಗೆ 10.30 ಕ್ಕೆ ಜಿಲ್ಲಾ ಮಟ್ಟದ ಶಿಶಿಕ್ಷು ಮೇಳ (ಅಪ್ರೆಂಟಿಸ್‌ಶಿಪ್) ಹಮ್ಮಿಕೊಳ್ಳಲಾಗಿದೆ.ಈ ಮೇಳದಲ್ಲಿ ವಿವಿಧ ಕೈಗಾರಿಕಾ ಸಂಸ್ಥೆಗಳ (ಐಟಿಐ ಕಾಲೇಜ್) ಫಿಟ್ಟರ್, ಎಲೆಕ್ಟ್ರಿಷಿಯನ್, ಟರ್ನರ್, ಮೆಷಿನಿಸ್ಟ್, ವೆಲ್ಡರ್, ಇಎಂ, ಎಂಎಂವಿ, ಡೀಸೆಲ್ ಮೆಕ್ಯಾನಿಕ್, ಕೋಪ, ಎಂಆರ್ ಮತ್ತು ವಿವಿಧ ವೃತ್ತಿಗಳ ತರಬೇತುದಾರರು ಅಂತಿಮ ವರ್ಷದ ಹಾಗೂ ಈಗಾಗಲೇ ತೇರ್ಗಡೆ ‘ಯಾವ ತರಬೇತಿ ದಾರರು ಅಪ್ರೆಂಟಿಸ್‌ಶಿಪ್ ಮೇಳದಲ್ಲಿ ಪಾಲ್ಗೊಳ್ಳಬಹುದು.: [552, 1176, 702, 1320]
headline-sub: ಸೀಳು ತುಟಿ ಶಸ್ತ್ರ ಚಿಕಿತ್ಸಾ ಶಿಬಿರ: [79, 583, 283, 607]
divider: [12, 345, 352, 346]
photo-caption-line1: ಹೊಸಪೇಟೆ ಬಳ್ಳಾರಿ ರಸ್ತೆಯಲ್ಲಿರುವ: [778, 1424, 872, 1434]
article-body-col2: [556, 774, 742, 929]
divider: [12, 540, 352, 541]
imprint-line-2: SACHIDANAND LANE , MAIN BAZAR , HOSAPETE , BALLARI , EDITOR K. M. REKHA. EMAIL : hospettimes@gmail.com, Mob No 94484 41484.: [186, 1488, 759, 1499]
paragraph: ಹೊಸಪೇಟೆ–ಬಳ್ಳಾರಿಗೆ ಹೆಚ್ಚುವರಿ ಗೂಡ್ಸ್ ಮಾರ್ಗಕ್ಕೆ ಅನುಮೋದನೆ ಸಿಕ್ಕಿದ್ದು, ಈ ಮಾರ್ಗ ಸಂಪೂರ್ಣಗೊಂಡರೆ ಸಂಚಾರ ಸುಗಮವಾಗಲಿದೆ. ಶಿರಗುಪ್ಪ–ಬಳ್ಳಾರಿ ನಡುವಿನ ರೈಲ್ವೆ ಮಾರ್ಗ ಸೇರಿದಂತೆ ಅನೇಕ ಯೋಜನೆಗಳ ಕೆಲಸಗಳನ್ನು ಪ್ರಸ್ತಾಪಿಸಿದ ಸಂಸದ ಇ. ತುಕಾರಾಂ, ವೇಣಿವೀರಾಪುರ – ಹಗರಿ, ಹಗರಿಯಿಂದ ಸಿರುಗುಪ್ಪ ರಸ್ತೆ ನಿರ್ಮಾಣಕ್ಕೆ ಅದ್ಯತೆ ನೀಡಿ ಕಾಮಗಾರಿಯನ್ನು ಶೀಘ್ರದಲ್ಲೇ ಪ್ರಾರಂಭಿಸಲಾಗುತ್ತದೆ ಎಂದರು.: [366, 256, 551, 347]
article-body: [712, 956, 940, 1142]
paragraph: ಇವರನ್ನು ಹಿಂದೂ ಧಾರ್ಮಿಕ ಉತ್ಸವ ದಸರಾ ಉದ್ಘಾಟನೆಗೆ ಯಾವ ವಿಚಾರಕ್ಕಾಗಿ ಸರ್ಕಾರ ಕರೆದಿದೆ? 9 ದಿನಗಳ ಕಾಲ ತಾಯಿ ಚಾಮುಂಡೇಶ್ವರಿಯ ಪೂಜೆ ಮತ್ತು ಉತ್ಸವಗಳು ನಡೆಯುತ್ತವೆ. ಇದು ಸಂಪೂರ್ಣ ಧಾರ್ಮಿಕ ಉತ್ಸವವಾಗಿದೆ. ಇದು ಕೇವಲ ಸಾಂಸ್ಕೃತಿಕ ಉತ್ಸವ ಮಾತ್ರವಲ್ಲ. ಹಿಂದೂ ಧರ್ಮದ ಪರಂಪರೆ ಸಂಸ್ಕೃತಿಯ ಪ್ರತೀಕವಾಗಿದೆ. ಇದು ಹಿಂದೂಗಳ ಧಾರ್ಮಿಕ ಭಾವನೆಗೆ ಸಂಬಂಧಿಸಿದೆ ಎಂದು ಹೇಳಿದ್ದಾರೆ.: [366, 1006, 542, 1097]
continued-label: ಮೊದಲನೇ ಪುಟದಿಂದ:: [552, 966, 616, 976]
camp-photo: [14, 625, 352, 735]
headline-part: ಸ್ನೇಹಿತರ ಬಳಗದಿಂದ: [144, 551, 284, 575]
paragraph: ಅಧ್ಯಕ್ಷರು ಪದಾಧಿಕಾರಿಗಳು ನೀಡಿರುವ ಏನೇ ಬೇಡಿಕೆ ಇದ್ದರೂ ಅದನ್ನು ಈಡೇರಿಸುವ ಪ್ರಯತ್ನ ಮಾಡುವೆ, ನಿಮ್ಮ ಸಹಕಾರವೂ ನನಗೆ ನಮ್ಮ ಪಕ್ಷಕ್ಕೆ ಇರಲಿ ಎಂದರು.: [750, 775, 938, 812]
divider: [712, 1146, 938, 1148]
headline: [6, 1012, 356, 1040]
byline: ಹೊಸಪೇಟೆ ಟೈಮ್ಸ್ ನ್ಯೂಸ್: [418, 622, 492, 632]
crown: [805, 1173, 851, 1213]
article-body-col3: [750, 282, 938, 576]
headline-part: ಕೂಡ್ಲಿಗಿ:: [78, 551, 138, 575]
headline-part: ಶಾಸಕ ನಾರಾ ಭರತ್ ರೆಡ್ಡಿ: [729, 590, 876, 611]
paragraph: ಬಳ್ಳಾರಿ ಜಿಲ್ಲಾ ವಾಣಿಜ್ಯ ಮತ್ತು ಕೈಗಾರಿಕಾ ಸಂಸ್ಥೆಯ ಅಧ್ಯಕ್ಷರಾದ ಯಶವಂತರಾಜ್ ನಾಗಿರೆಡ್ಡಿ ಅವರು, ಸ್ವಾಗತ ಮತ್ತು ಪ್ರಾಸ್ತಾವಿಕ ಭಾಷಣ ಮಾಡಿ, ನಮ್ಮ ಸಂಸ್ಥೆಯು ದೇಶದಲ್ಲಿಯೇ ವಿಶೇಷವಾಗಿರುವ ರೈತಣ್ಣ ಊಟ, ರೈತಣ್ಣ ಹಾಸಿಗೆ, ಯುವಶಕ್ತಿಯ ಸ್ವಾವಲಂಬನೆಗಾಗಿ ಕೌಶಲ್ಯಾಭಿವೃದ್ಧಿ ಕೇಂದ್ರಗಳನ್ನು ಯಶಸ್ವಿಯಾಗಿ ನಿರ್ವಹಿಸುತ್ತಿದೆ. ಭವಿಷ್ಯದ ಉದ್ಯಮಿಗಳ ಮಾರ್ಗದರ್ಶನಕ್ಕಾಗಿ ಇಂಕ್ಯುಬೇಷನ್ ಸೆಂಟರ್ ಅನ್ನು ಶೀಘ್ರದಲ್ಲಿಯೇ ಪ್ರಾರಂಭಿಸಲಿದೆ.: [558, 376, 743, 467]
headline: ಆ.30 ರಂದು ಜಿಲ್ಲಾ ಮಟ್ಟದ ಶಿಶಿಕ್ಷು ಮೇಳ: [560, 1147, 694, 1158]
continued-label: ಮೊದಲನೇ ಪುಟದಿಂದ:: [14, 1325, 78, 1335]
paragraph: ರಾಜ್ಯಸಭಾ ಸದಸ್ಯ ಡಾ.ಸಯ್ಯದ್ ನಾಸಿರ್ ಹುಸೇನ್ ಅವರು, ಬಳ್ಳಾರಿ ನನ್ನ ಹುಟ್ಟೂರು. ಜಿಲ್ಲೆಯ ಸರ್ವಾಂಗೀಣ ಅಭಿವೃದ್ಧಿಗಾಗಿ ಬದ್ಧನಾಗಿರುವೆ. ಬಳ್ಳಾರಿಯ ಅಭಿವೃದ್ಧಿಗೆ ಸಂಸದರ ನಿಧಿಯ ರೂ. 75 ರಷ್ಟನ್ನು ವಿನಿಯೋಗಿಸುತ್ತಿರುವೆ. ನಾನು ಸದಾಕಾಲ ನಿಮ್ಮೊಂದಿಗೆ ಇರುವೆ ಎಂದರು.: [366, 349, 551, 414]
article-body-col3: [750, 774, 938, 932]
article-body-col1: [366, 634, 544, 929]
byline: ಹೊಸಪೇಟೆ ಟೈಮ್ಸ್ ನ್ಯೂಸ್: [59, 350, 133, 360]
headline: ಚಿಣ್ಣರ ಸಂಭ್ರಮ: ಸೈಕಲ್ ಮೇಲೆ: [68, 43, 294, 68]
divider: [14, 1005, 352, 1006]
article-body-col1: [14, 1324, 179, 1464]
